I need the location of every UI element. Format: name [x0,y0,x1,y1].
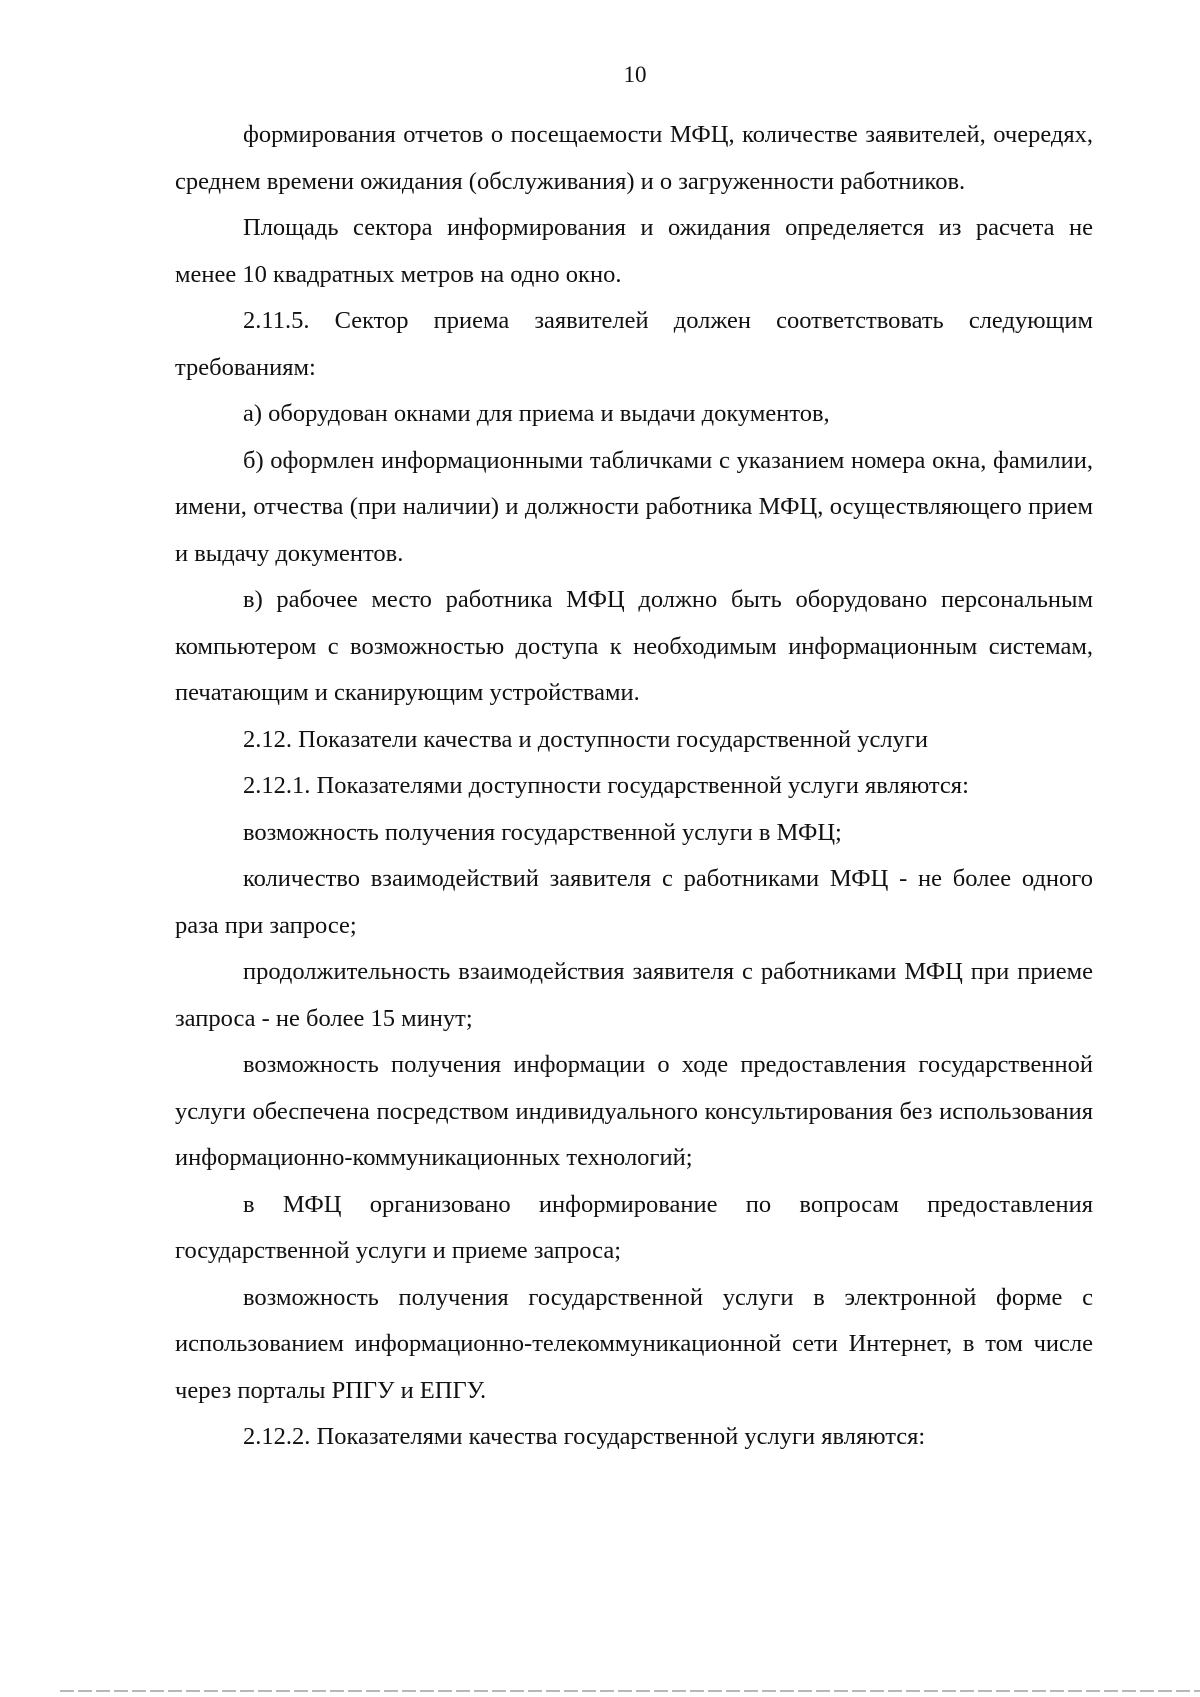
paragraph-interaction-duration: продолжительность взаимодействия заявителя с работниками МФЦ при приеме запроса - не более 15 минут; [175,958,1093,1032]
paragraph-item-v: в) рабочее место работника МФЦ должно быть оборудовано персональным компьютером с возможностью доступа к необходимым информационным системам, печатающим и сканирующим устройствами. [175,586,1093,706]
page-number: 10 [623,62,647,87]
document-body [175,112,1093,1461]
paragraph-reporting-continuation: формирования отчетов о посещаемости МФЦ, количестве заявителей, очередях, среднем времени ожидания (обслуживания) и о загруженности работников. [175,121,1093,195]
paragraph-availability-mfc: возможность получения государственной услуги в МФЦ; [243,818,842,846]
paragraph-item-b: б) оформлен информационными табличками с указанием номера окна, фамилии, имени, отчества (при наличии) и должности работника МФЦ, осуществляющего прием и выдачу документов. [175,446,1093,567]
paragraph-2-12-2: 2.12.2. Показателями качества государственной услуги являются: [243,1423,926,1450]
paragraph-electronic-form: возможность получения государственной услуги в электронной форме с использованием информационно-телекоммуникационной сети Интернет, в том числе через порталы РПГУ и ЕПГУ. [175,1283,1093,1404]
paragraph-2-12-1: 2.12.1. Показателями доступности государственной услуги являются: [243,772,969,799]
paragraph-item-a: а) оборудован окнами для приема и выдачи документов, [243,400,830,427]
paragraph-2-12-heading: 2.12. Показатели качества и доступности государственной услуги [243,725,928,753]
paragraph-waiting-area: Площадь сектора информирования и ожидания определяется из расчета не менее 10 квадратных метров на одно окно. [175,214,1093,288]
paragraph-mfc-informing: в МФЦ организовано информирование по вопросам предоставления государственной услуги и приеме запроса; [175,1190,1093,1264]
paragraph-progress-info: возможность получения информации о ходе предоставления государственной услуги обеспечена посредством индивидуального консультирования без использования информационно-коммуникационных технологий; [175,1051,1093,1171]
paragraph-2-11-5: 2.11.5. Сектор приема заявителей должен соответствовать следующим требованиям: [175,307,1093,381]
bottom-scan-edge [60,1690,1200,1692]
paragraph-interaction-count: количество взаимодействий заявителя с работниками МФЦ - не более одного раза при запросе; [175,865,1093,939]
